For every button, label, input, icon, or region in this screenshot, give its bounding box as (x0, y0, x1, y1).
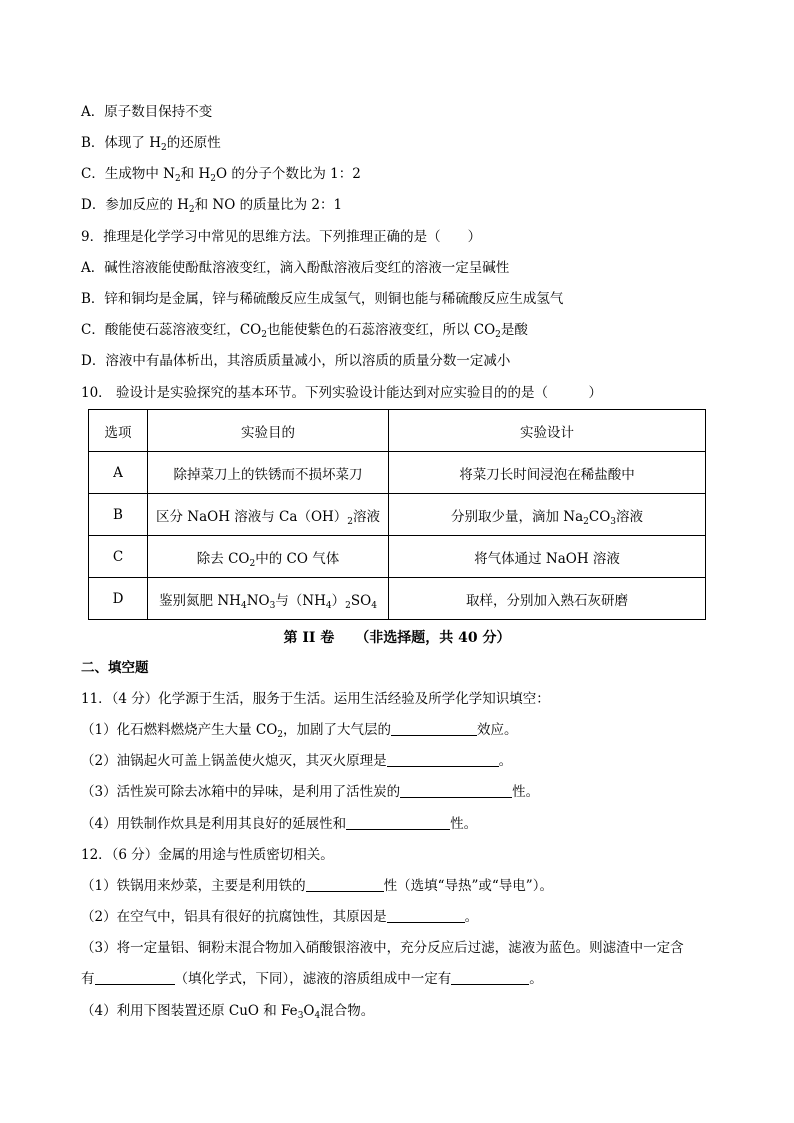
q12-sub4: （4）利用下图装置还原 CuO 和 $Fe_3O_4$混合物。 (81, 1003, 375, 1021)
row-purpose: 区分 NaOH 溶液与 $Ca(OH)_2$溶液 (148, 494, 389, 536)
row-option: B (89, 494, 148, 536)
table-row (89, 536, 706, 578)
table-row (89, 578, 706, 620)
q11-sub4: （4）用铁制作炊具是利用其良好的延展性和 性。 (81, 816, 478, 832)
row-design: 取样，分别加入熟石灰研磨 (389, 578, 706, 620)
q8-option-b: B．体现了 $H_2$的还原性 (81, 135, 221, 153)
row-purpose: 除掉菜刀上的铁锈而不损坏菜刀 (148, 452, 389, 494)
q9-option-a: A．碱性溶液能使酚酞溶液变红，滴入酚酞溶液后变红的溶液一定呈碱性 (81, 260, 510, 276)
q11-sub2: （2）油锅起火可盖上锅盖使火熄灭，其灭火原理是 。 (81, 753, 513, 769)
q10-table (88, 409, 706, 620)
q9-option-b: B．锌和铜均是金属，锌与稀硫酸反应生成氢气，则铜也能与稀硫酸反应生成氢气 (81, 291, 564, 307)
header-purpose: 实验目的 (148, 410, 389, 452)
row-option: A (89, 452, 148, 494)
row-design: 将菜刀长时间浸泡在稀盐酸中 (389, 452, 706, 494)
row-design: 将气体通过 NaOH 溶液 (389, 536, 706, 578)
header-option: 选项 (89, 410, 148, 452)
answer-blank[interactable] (306, 878, 384, 892)
q10-stem: 10． 验设计是实验探究的基本环节。下列实验设计能达到对应实验目的的是（ ） (81, 385, 602, 401)
q12-stem: 12．（6 分）金属的用途与性质密切相关。 (81, 847, 334, 863)
answer-blank[interactable] (346, 816, 450, 830)
row-design: 分别取少量，滴加 $Na_2CO_3$溶液 (389, 494, 706, 536)
q12-sub3-line2: 有 （填化学式，下同），滤液的溶质组成中一定有 。 (81, 971, 543, 987)
q12-sub2: （2）在空气中，铝具有很好的抗腐蚀性，其原因是 。 (81, 909, 479, 925)
answer-blank[interactable] (400, 784, 512, 798)
q12-sub1: （1）铁锅用来炒菜，主要是利用铁的 性（选填“导热”或“导电”）。 (81, 878, 553, 894)
row-option: D (89, 578, 148, 620)
q9-option-d: D．溶液中有晶体析出，其溶质质量减小，所以溶质的质量分数一定减小 (81, 353, 511, 369)
answer-blank[interactable] (451, 971, 529, 985)
q11-sub3: （3）活性炭可除去冰箱中的异味，是利用了活性炭的 性。 (81, 784, 540, 800)
answer-blank[interactable] (95, 971, 175, 985)
q9-option-c: C．酸能使石蕊溶液变红，$CO_2$也能使紫色的石蕊溶液变红，所以 $CO_2$是酸 (81, 322, 528, 340)
q8-option-c: C．生成物中 $N_2$和 $H_2O$ 的分子个数比为 1：2 (81, 166, 361, 184)
q11-stem: 11．（4 分）化学源于生活，服务于生活。运用生活经验及所学化学知识填空： (81, 691, 550, 707)
q12-sub3-line1: （3）将一定量铝、铜粉末混合物加入硝酸银溶液中，充分反应后过滤，滤液为蓝色。则滤渣中一定含 (81, 940, 684, 956)
part-heading: 二、填空题 (81, 660, 149, 676)
q8-option-d: D．参加反应的 $H_2$和 NO 的质量比为 2：1 (81, 197, 343, 215)
row-purpose: 除去 $CO_2$中的 CO 气体 (148, 536, 389, 578)
row-purpose: 鉴别氮肥 $NH_4NO_3$与$(NH_4)_2SO_4$ (148, 578, 389, 620)
section-title: 第 II 卷 （非选择题，共 40 分） (283, 630, 511, 646)
answer-blank[interactable] (391, 722, 477, 736)
table-row (89, 494, 706, 536)
answer-blank[interactable] (387, 909, 465, 923)
table-header-row (89, 410, 706, 452)
q11-sub1: （1）化石燃料燃烧产生大量 $CO_2$，加剧了大气层的 效应。 (81, 722, 518, 740)
table-row (89, 452, 706, 494)
header-design: 实验设计 (389, 410, 706, 452)
answer-blank[interactable] (387, 753, 499, 767)
q8-option-a: A．原子数目保持不变 (81, 104, 213, 120)
q9-stem: 9．推理是化学学习中常见的思维方法。下列推理正确的是（ ） (81, 229, 482, 245)
row-option: C (89, 536, 148, 578)
